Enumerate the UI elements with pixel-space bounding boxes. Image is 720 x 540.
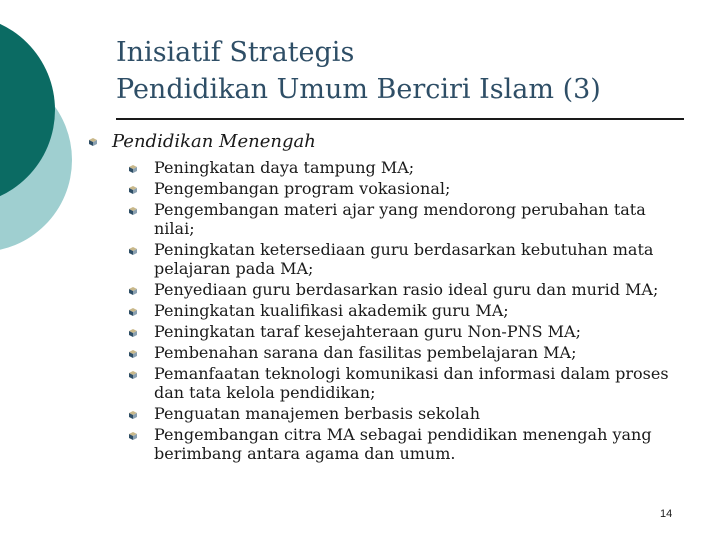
list-item-text: Pemanfaatan teknologi komunikasi dan informasi dalam proses dan tata kelola pendidikan; <box>154 364 669 402</box>
list-item <box>128 179 688 198</box>
list-item-text: Pembenahan sarana dan fasilitas pembelajaran MA; <box>154 343 577 362</box>
bullet-list <box>128 158 688 465</box>
list-item <box>128 200 688 238</box>
cube-bullet-icon <box>128 286 138 296</box>
cube-bullet-icon <box>128 349 138 359</box>
page-number: 14 <box>660 508 673 520</box>
cube-bullet-icon <box>128 370 138 380</box>
cube-bullet-icon <box>88 137 98 147</box>
cube-bullet-icon <box>128 307 138 317</box>
list-item-text: Peningkatan kualifikasi akademik guru MA; <box>154 301 509 320</box>
slide-title-line-2: Pendidikan Umum Berciri Islam (3) <box>116 74 601 105</box>
slide-title-line-1: Inisiatif Strategis <box>116 37 355 68</box>
cube-bullet-icon <box>128 185 138 195</box>
section-heading: Pendidikan Menengah <box>112 131 316 152</box>
list-item <box>128 343 688 362</box>
list-item <box>128 364 688 402</box>
list-item <box>128 280 688 299</box>
cube-bullet-icon <box>128 206 138 216</box>
list-item-text: Peningkatan taraf kesejahteraan guru Non-PNS MA; <box>154 322 581 341</box>
list-item-text: Pengembangan citra MA sebagai pendidikan menengah yang berimbang antara agama dan umum. <box>154 425 652 463</box>
cube-bullet-icon <box>128 431 138 441</box>
cube-bullet-icon <box>128 410 138 420</box>
cube-bullet-icon <box>128 328 138 338</box>
cube-bullet-icon <box>128 164 138 174</box>
list-item <box>128 404 688 423</box>
list-item-text: Penguatan manajemen berbasis sekolah <box>154 404 481 423</box>
list-item-text: Penyediaan guru berdasarkan rasio ideal guru dan murid MA; <box>154 280 659 299</box>
list-item <box>128 301 688 320</box>
slide-title <box>116 34 686 108</box>
list-item-text: Peningkatan ketersediaan guru berdasarkan kebutuhan mata pelajaran pada MA; <box>154 240 654 278</box>
list-item-text: Pengembangan materi ajar yang mendorong perubahan tata nilai; <box>154 200 646 238</box>
title-divider <box>116 118 684 120</box>
section-heading-row <box>88 130 316 154</box>
list-item-text: Peningkatan daya tampung MA; <box>154 158 415 177</box>
list-item <box>128 425 688 463</box>
list-item <box>128 322 688 341</box>
cube-bullet-icon <box>128 246 138 256</box>
list-item-text: Pengembangan program vokasional; <box>154 179 451 198</box>
list-item <box>128 240 688 278</box>
list-item <box>128 158 688 177</box>
